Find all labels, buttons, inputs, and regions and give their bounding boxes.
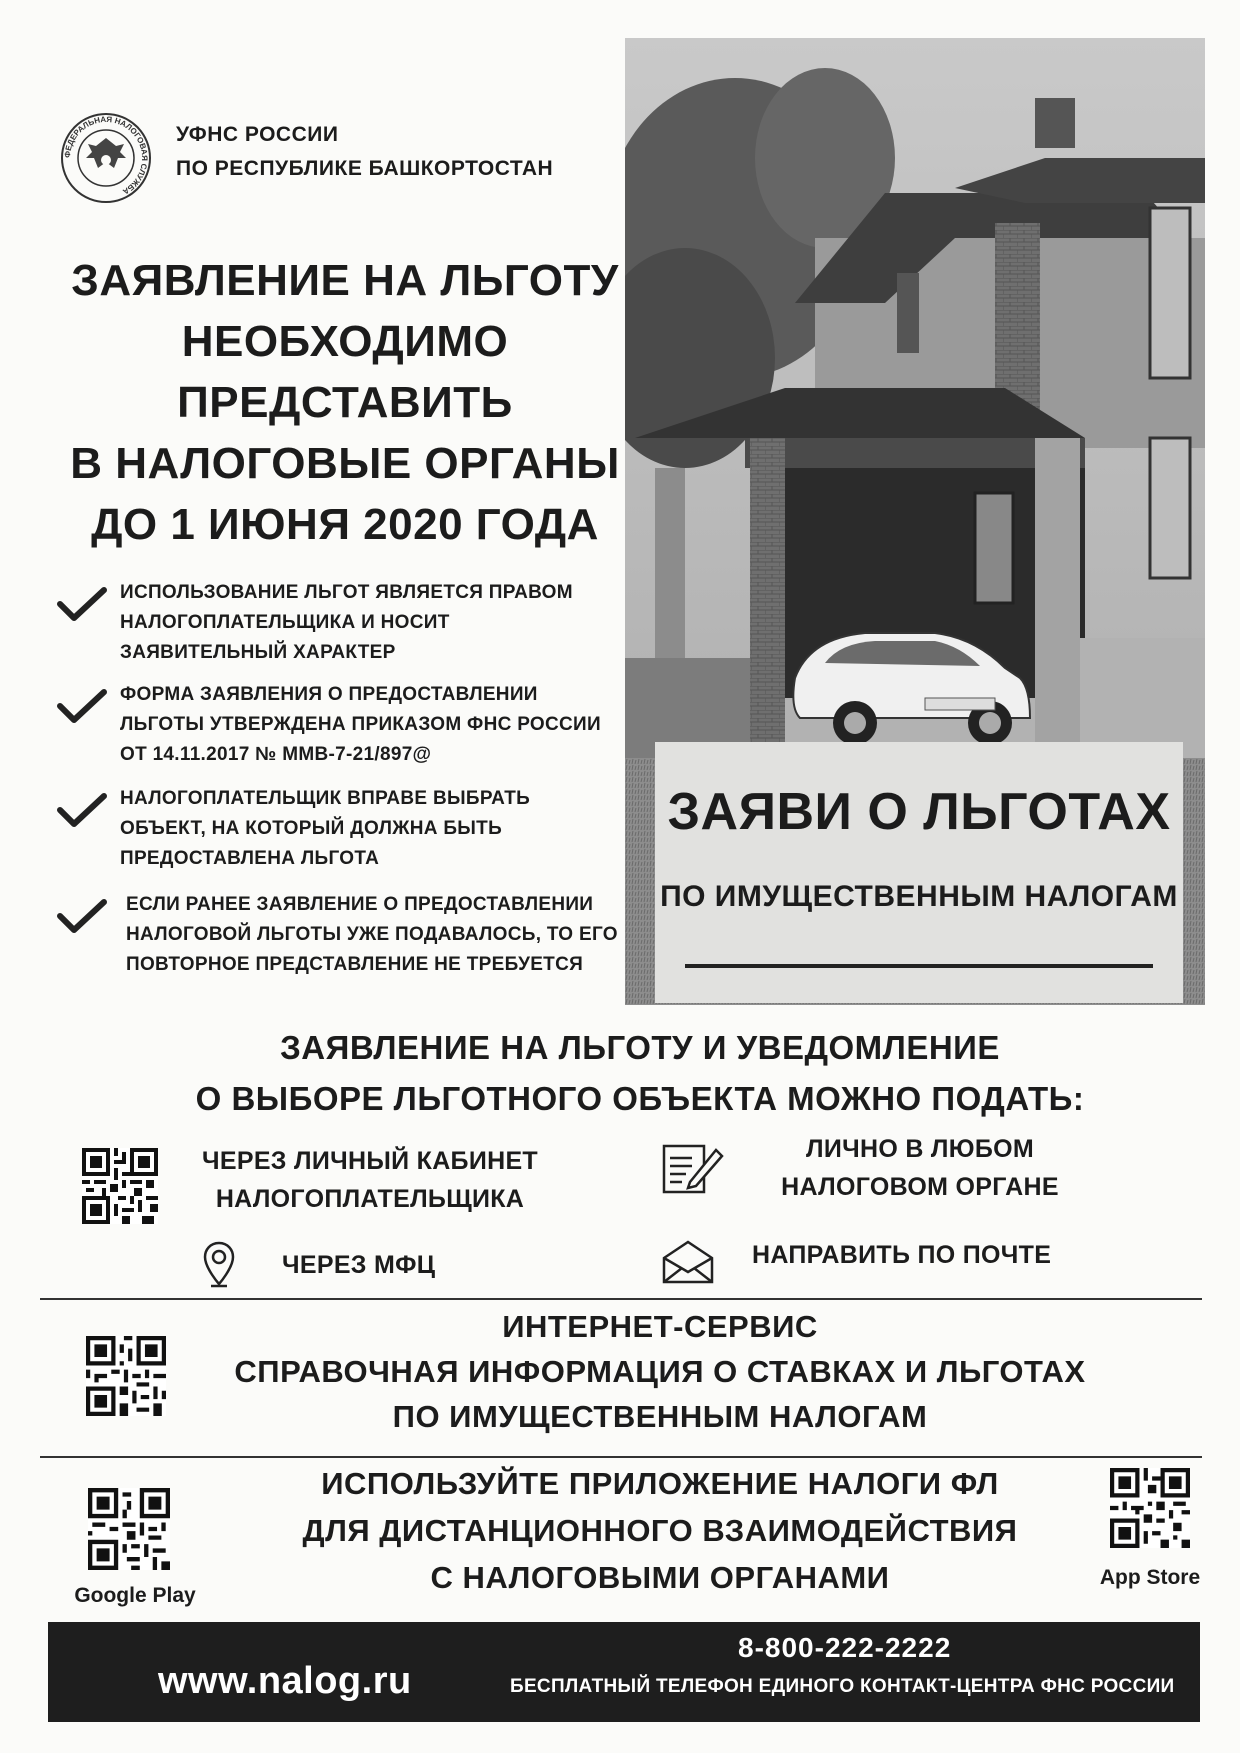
title-line-3: ПРЕДСТАВИТЬ (177, 378, 513, 427)
bullet-item (56, 890, 646, 980)
hotline-phone[interactable]: 8-800-222-2222 (738, 1632, 952, 1663)
hotline-note: БЕСПЛАТНЫЙ ТЕЛЕФОН ЕДИНОГО КОНТАКТ-ЦЕНТРА ФНС РОССИИ (510, 1676, 1175, 1697)
title-line-4: В НАЛОГОВЫЕ ОРГАНЫ (70, 439, 620, 488)
divider (40, 1298, 1202, 1300)
submit-heading (180, 1022, 1100, 1124)
org-line-1: УФНС РОССИИ (176, 123, 339, 146)
bullet-line: ФОРМА ЗАЯВЛЕНИЯ О ПРЕДОСТАВЛЕНИИ (120, 684, 538, 705)
title-line-1: ЗАЯВЛЕНИЕ НА ЛЬГОТУ (71, 256, 619, 305)
option-office (760, 1130, 1080, 1206)
service-line-1: ИНТЕРНЕТ-СЕРВИС (502, 1309, 818, 1344)
bullet-line: ОБЪЕКТ, НА КОТОРЫЙ ДОЛЖНА БЫТЬ (120, 818, 503, 839)
option-mail: НАПРАВИТЬ ПО ПОЧТЕ (752, 1241, 1052, 1269)
bullet-line: ЕСЛИ РАНЕЕ ЗАЯВЛЕНИЕ О ПРЕДОСТАВЛЕНИИ (126, 894, 594, 915)
bullet-line: ЗАЯВИТЕЛЬНЫЙ ХАРАКТЕР (120, 642, 396, 663)
fns-emblem (60, 112, 152, 204)
title-line-2: НЕОБХОДИМО (181, 317, 509, 366)
app-line-1 (260, 1460, 1060, 1507)
footer (48, 1622, 1200, 1722)
envelope-icon (660, 1238, 716, 1286)
banner-subtitle: ПО ИМУЩЕСТВЕННЫМ НАЛОГАМ (660, 880, 1178, 913)
location-pin-icon (202, 1240, 236, 1288)
bullet-line: НАЛОГОПЛАТЕЛЬЩИКА И НОСИТ (120, 612, 450, 633)
check-icon (56, 896, 108, 936)
title-line-5: ДО 1 ИЮНЯ 2020 ГОДА (91, 500, 599, 549)
promo-banner (655, 742, 1183, 1003)
option-office-line-1: ЛИЧНО В ЛЮБОМ (806, 1135, 1034, 1163)
bullet-line: ОТ 14.11.2017 № ММВ-7-21/897@ (120, 744, 432, 765)
banner-title: ЗАЯВИ О ЛЬГОТАХ (667, 783, 1171, 841)
service-line-3: ПО ИМУЩЕСТВЕННЫМ НАЛОГАМ (392, 1399, 928, 1434)
qr-code-icon[interactable] (82, 1148, 158, 1224)
divider (40, 1456, 1202, 1458)
site-url[interactable]: www.nalog.ru (158, 1660, 412, 1702)
app-line-1-prefix: ИСПОЛЬЗУЙТЕ ПРИЛОЖЕНИЕ (321, 1466, 808, 1501)
svg-text:ФЕДЕРАЛЬНАЯ НАЛОГОВАЯ СЛУЖБА: ФЕДЕРАЛЬНАЯ НАЛОГОВАЯ СЛУЖБА (62, 114, 150, 197)
qr-code-icon[interactable] (1110, 1468, 1190, 1548)
service-block (200, 1304, 1120, 1439)
form-pen-icon (660, 1140, 726, 1196)
bullet-line: ИСПОЛЬЗОВАНИЕ ЛЬГОТ ЯВЛЯЕТСЯ ПРАВОМ (120, 582, 573, 603)
qr-code-icon[interactable] (88, 1488, 170, 1570)
submit-heading-line-2: О ВЫБОРЕ ЛЬГОТНОГО ОБЪЕКТА МОЖНО ПОДАТЬ: (195, 1080, 1085, 1117)
app-name: НАЛОГИ ФЛ (807, 1466, 999, 1501)
page-title (60, 250, 630, 555)
option-office-line-2: НАЛОГОВОМ ОРГАНЕ (781, 1173, 1059, 1201)
service-line-2: СПРАВОЧНАЯ ИНФОРМАЦИЯ О СТАВКАХ И ЛЬГОТАХ (234, 1354, 1086, 1389)
org-line-2: ПО РЕСПУБЛИКЕ БАШКОРТОСТАН (176, 157, 554, 180)
bullet-item (56, 784, 646, 874)
app-line-2: ДЛЯ ДИСТАНЦИОННОГО ВЗАИМОДЕЙСТВИЯ (302, 1513, 1018, 1548)
check-icon (56, 686, 108, 726)
qr-code-icon[interactable] (86, 1336, 166, 1416)
bullet-line: ПОВТОРНОЕ ПРЕДСТАВЛЕНИЕ НЕ ТРЕБУЕТСЯ (126, 954, 584, 975)
bullet-line: ПРЕДОСТАВЛЕНА ЛЬГОТА (120, 848, 380, 869)
bullet-item (56, 680, 646, 770)
app-block (260, 1460, 1060, 1601)
bullet-line: ЛЬГОТЫ УТВЕРЖДЕНА ПРИКАЗОМ ФНС РОССИИ (120, 714, 601, 735)
org-name (176, 118, 553, 186)
google-play-label[interactable]: Google Play (74, 1584, 196, 1607)
option-cabinet-line-1: ЧЕРЕЗ ЛИЧНЫЙ КАБИНЕТ (202, 1147, 538, 1175)
option-mfc: ЧЕРЕЗ МФЦ (282, 1251, 436, 1279)
banner-underline (685, 964, 1153, 968)
check-icon (56, 584, 108, 624)
option-cabinet (190, 1142, 550, 1218)
app-line-3: С НАЛОГОВЫМИ ОРГАНАМИ (430, 1560, 890, 1595)
bullet-line: НАЛОГОВОЙ ЛЬГОТЫ УЖЕ ПОДАВАЛОСЬ, ТО ЕГО (126, 924, 618, 945)
app-store-label[interactable]: App Store (1099, 1566, 1201, 1589)
bullet-line: НАЛОГОПЛАТЕЛЬЩИК ВПРАВЕ ВЫБРАТЬ (120, 788, 531, 809)
option-cabinet-line-2: НАЛОГОПЛАТЕЛЬЩИКА (215, 1185, 525, 1213)
submit-heading-line-1: ЗАЯВЛЕНИЕ НА ЛЬГОТУ И УВЕДОМЛЕНИЕ (280, 1029, 1000, 1066)
check-icon (56, 790, 108, 830)
bullet-item (56, 578, 646, 668)
